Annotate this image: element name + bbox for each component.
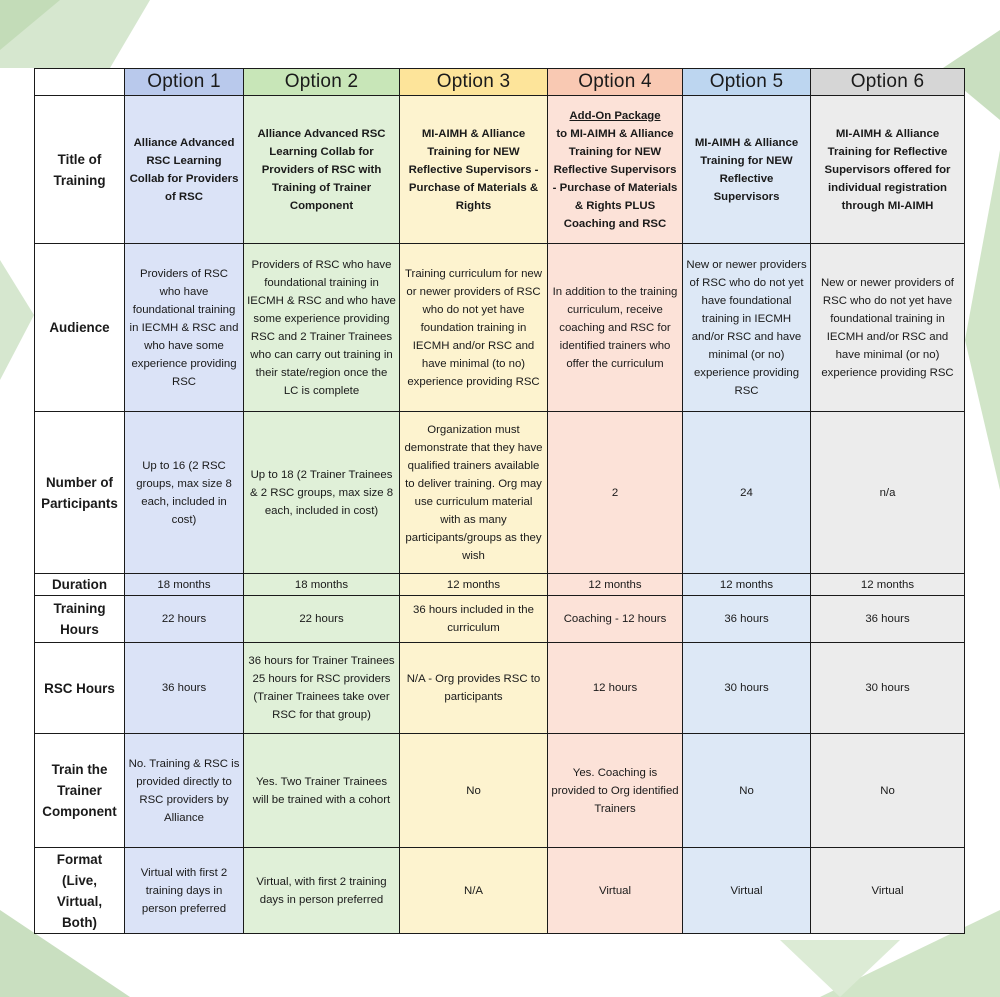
cell-duration-option-3: 12 months xyxy=(400,574,548,596)
header-option-6: Option 6 xyxy=(811,69,965,96)
cell-ttt-option-5: No xyxy=(683,734,811,848)
decorative-triangle-top-left xyxy=(0,0,160,70)
header-row xyxy=(35,69,965,96)
row-label-participants: Number of Participants xyxy=(35,412,125,574)
row-label-title: Title of Training xyxy=(35,96,125,244)
cell-rsc-hours-option-3: N/A - Org provides RSC to participants xyxy=(400,643,548,734)
cell-participants-option-4: 2 xyxy=(548,412,683,574)
cell-participants-option-2: Up to 18 (2 Trainer Trainees & 2 RSC groups, max size 8 each, included in cost) xyxy=(244,412,400,574)
cell-ttt-option-1: No. Training & RSC is provided directly to RSC providers by Alliance xyxy=(125,734,244,848)
cell-title-option-5: MI-AIMH & Alliance Training for NEW Reflective Supervisors xyxy=(683,96,811,244)
cell-audience-option-2: Providers of RSC who have foundational training in IECMH & RSC and who have some experience providing RSC and 2 Trainer Trainees who can carry out training in their state/region once the LC is complete xyxy=(244,244,400,412)
cell-duration-option-2: 18 months xyxy=(244,574,400,596)
row-label-duration: Duration xyxy=(35,574,125,596)
row-number-of-participants xyxy=(35,412,965,574)
cell-duration-option-5: 12 months xyxy=(683,574,811,596)
header-option-2: Option 2 xyxy=(244,69,400,96)
cell-training-hours-option-2: 22 hours xyxy=(244,596,400,643)
cell-title-option-2: Alliance Advanced RSC Learning Collab for Providers of RSC with Training of Trainer Component xyxy=(244,96,400,244)
cell-duration-option-1: 18 months xyxy=(125,574,244,596)
cell-participants-option-5: 24 xyxy=(683,412,811,574)
header-option-1: Option 1 xyxy=(125,69,244,96)
cell-participants-option-1: Up to 16 (2 RSC groups, max size 8 each, included in cost) xyxy=(125,412,244,574)
cell-rsc-hours-option-2: 36 hours for Trainer Trainees 25 hours for RSC providers (Trainer Trainees take over RSC for that group) xyxy=(244,643,400,734)
cell-training-hours-option-1: 22 hours xyxy=(125,596,244,643)
cell-title-option-4-text: to MI-AIMH & Alliance Training for NEW Reflective Supervisors - Purchase of Materials & Rights PLUS Coaching and RSC xyxy=(552,127,678,230)
cell-rsc-hours-option-5: 30 hours xyxy=(683,643,811,734)
header-option-4: Option 4 xyxy=(548,69,683,96)
cell-ttt-option-6: No xyxy=(811,734,965,848)
row-label-format: Format (Live, Virtual, Both) xyxy=(35,848,125,934)
options-comparison-table xyxy=(34,68,965,934)
row-train-the-trainer xyxy=(35,734,965,848)
cell-training-hours-option-3: 36 hours included in the curriculum xyxy=(400,596,548,643)
row-audience xyxy=(35,244,965,412)
header-corner xyxy=(35,69,125,96)
cell-training-hours-option-6: 36 hours xyxy=(811,596,965,643)
cell-format-option-6: Virtual xyxy=(811,848,965,934)
cell-duration-option-4: 12 months xyxy=(548,574,683,596)
cell-duration-option-6: 12 months xyxy=(811,574,965,596)
options-comparison-table-container xyxy=(34,68,964,932)
cell-format-option-2: Virtual, with first 2 training days in person preferred xyxy=(244,848,400,934)
cell-audience-option-4: In addition to the training curriculum, receive coaching and RSC for identified trainers who offer the curriculum xyxy=(548,244,683,412)
cell-format-option-5: Virtual xyxy=(683,848,811,934)
cell-title-option-1: Alliance Advanced RSC Learning Collab for Providers of RSC xyxy=(125,96,244,244)
cell-ttt-option-2: Yes. Two Trainer Trainees will be trained with a cohort xyxy=(244,734,400,848)
cell-participants-option-6: n/a xyxy=(811,412,965,574)
cell-training-hours-option-5: 36 hours xyxy=(683,596,811,643)
row-label-rsc-hours: RSC Hours xyxy=(35,643,125,734)
row-label-audience: Audience xyxy=(35,244,125,412)
cell-participants-option-3: Organization must demonstrate that they have qualified trainers available to deliver training. Org may use curriculum material with as many participants/groups as they wish xyxy=(400,412,548,574)
cell-title-option-6: MI-AIMH & Alliance Training for Reflective Supervisors offered for individual registration through MI-AIMH xyxy=(811,96,965,244)
cell-audience-option-3: Training curriculum for new or newer providers of RSC who do not yet have foundation training in IECMH and/or RSC and have minimal (to no) experience providing RSC xyxy=(400,244,548,412)
cell-audience-option-1: Providers of RSC who have foundational training in IECMH & RSC and who have some experience providing RSC xyxy=(125,244,244,412)
row-training-hours xyxy=(35,596,965,643)
cell-rsc-hours-option-6: 30 hours xyxy=(811,643,965,734)
row-label-train-the-trainer: Train the Trainer Component xyxy=(35,734,125,848)
row-duration xyxy=(35,574,965,596)
cell-rsc-hours-option-4: 12 hours xyxy=(548,643,683,734)
add-on-package-label: Add-On Package xyxy=(569,109,661,122)
cell-title-option-4 xyxy=(548,96,683,244)
cell-audience-option-6: New or newer providers of RSC who do not yet have foundational training in IECMH and/or RSC and have minimal (or no) experience providing RSC xyxy=(811,244,965,412)
row-format xyxy=(35,848,965,934)
header-option-5: Option 5 xyxy=(683,69,811,96)
row-title-of-training xyxy=(35,96,965,244)
cell-format-option-4: Virtual xyxy=(548,848,683,934)
cell-audience-option-5: New or newer providers of RSC who do not yet have foundational training in IECMH and/or RSC and have minimal (or no) experience providing RSC xyxy=(683,244,811,412)
row-label-training-hours: Training Hours xyxy=(35,596,125,643)
cell-format-option-1: Virtual with first 2 training days in person preferred xyxy=(125,848,244,934)
header-option-3: Option 3 xyxy=(400,69,548,96)
cell-training-hours-option-4: Coaching - 12 hours xyxy=(548,596,683,643)
row-rsc-hours xyxy=(35,643,965,734)
cell-format-option-3: N/A xyxy=(400,848,548,934)
cell-ttt-option-4: Yes. Coaching is provided to Org identified Trainers xyxy=(548,734,683,848)
cell-title-option-3: MI-AIMH & Alliance Training for NEW Reflective Supervisors - Purchase of Materials & Rights xyxy=(400,96,548,244)
cell-rsc-hours-option-1: 36 hours xyxy=(125,643,244,734)
cell-ttt-option-3: No xyxy=(400,734,548,848)
